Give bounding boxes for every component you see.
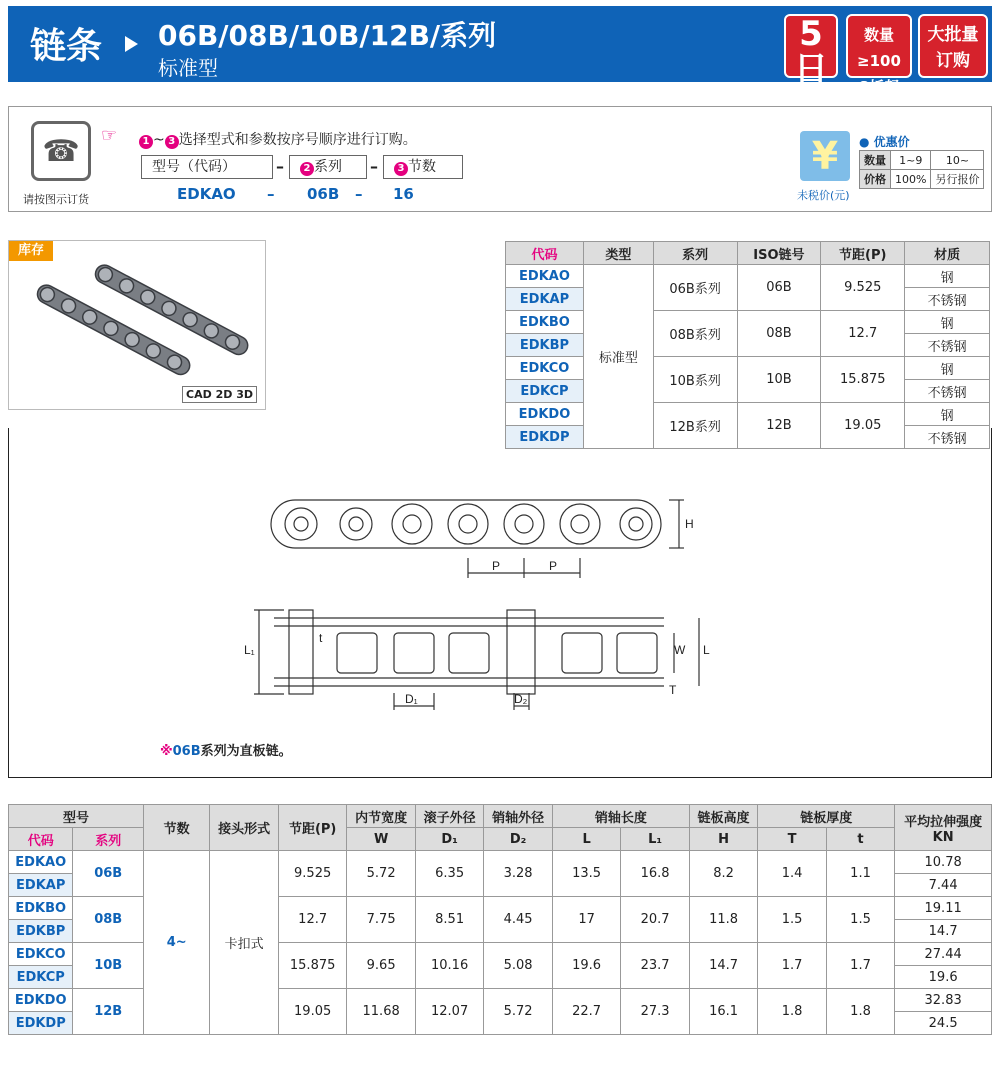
spec-code: EDKBO — [506, 311, 584, 334]
dim-code: EDKCP — [9, 966, 73, 989]
box3-label: 节数 — [408, 159, 436, 175]
discount-cell: 10~ — [931, 151, 984, 170]
dim-code: EDKAP — [9, 874, 73, 897]
step3-icon: 3 — [165, 135, 179, 149]
dim-D2: 3.28 — [484, 851, 552, 897]
label-P1: P — [492, 559, 501, 573]
dim-D2: 5.08 — [484, 943, 552, 989]
dim-H: 14.7 — [689, 943, 757, 989]
dim-h-series: 系列 — [73, 828, 144, 851]
discount-row — [860, 151, 984, 170]
discount-cell: 价格 — [860, 170, 891, 189]
spec-code: EDKCO — [506, 357, 584, 380]
spec-material: 钢 — [905, 357, 990, 380]
dim-H: 16.1 — [689, 989, 757, 1035]
chain-drawing — [9, 428, 993, 778]
dim-L: 13.5 — [552, 851, 620, 897]
dim-h-D1: D₁ — [415, 828, 483, 851]
dim-D1: 6.35 — [415, 851, 483, 897]
discount-cell: 另行报价 — [931, 170, 984, 189]
label-W: W — [674, 643, 686, 657]
pointing-hand-icon: ☞ — [101, 125, 118, 146]
dim-kn: 19.6 — [895, 966, 992, 989]
dim-t: 1.5 — [826, 897, 894, 943]
dim-h-L1: L₁ — [621, 828, 689, 851]
spec-material: 钢 — [905, 311, 990, 334]
discount-cell: 数量 — [860, 151, 891, 170]
dim-code: EDKCO — [9, 943, 73, 966]
dim-kn: 7.44 — [895, 874, 992, 897]
yen-icon: ¥ — [800, 131, 850, 181]
badge3-line1: 大批量 — [927, 25, 979, 45]
discount-row — [860, 170, 984, 189]
order-box-code — [141, 155, 273, 179]
order-box-links — [383, 155, 463, 179]
dim-h-code: 代码 — [9, 828, 73, 851]
label-P2: P — [549, 559, 558, 573]
dim-P: 15.875 — [278, 943, 346, 989]
spec-code: EDKBP — [506, 334, 584, 357]
order-box-series — [289, 155, 367, 179]
dim-T: 1.7 — [758, 943, 826, 989]
dim-D1: 12.07 — [415, 989, 483, 1035]
dim-series: 06B — [73, 851, 144, 897]
dim-h-H: H — [689, 828, 757, 851]
step2-icon: 2 — [300, 162, 314, 176]
discount-cell: 1~9 — [891, 151, 931, 170]
dim-L1: 16.8 — [621, 851, 689, 897]
dim-D2: 5.72 — [484, 989, 552, 1035]
spec-iso: 12B — [737, 403, 821, 449]
discount-cell: 100% — [891, 170, 931, 189]
spec-material: 不锈钢 — [905, 380, 990, 403]
dim-H: 8.2 — [689, 851, 757, 897]
spec-h-material: 材质 — [905, 242, 990, 265]
spec-material: 不锈钢 — [905, 288, 990, 311]
dim-W: 9.65 — [347, 943, 415, 989]
header-series: 06B/08B/10B/12B/系列 — [158, 19, 497, 52]
dim-h-tensile-text: 平均拉伸强度 — [904, 814, 983, 830]
spec-pitch: 9.525 — [821, 265, 905, 311]
dim-t: 1.1 — [826, 851, 894, 897]
dim-L: 19.6 — [552, 943, 620, 989]
dim-h-plateh: 链板高度 — [689, 805, 757, 828]
dimension-table — [8, 804, 992, 1035]
spec-material: 不锈钢 — [905, 426, 990, 449]
spec-row — [506, 357, 990, 380]
dim-t: 1.7 — [826, 943, 894, 989]
dim-L1: 27.3 — [621, 989, 689, 1035]
dim-h-T: T — [758, 828, 826, 851]
dim-header-row1 — [9, 805, 992, 828]
order-val-links: 16 — [393, 185, 414, 203]
dim-h-platet: 链板厚度 — [758, 805, 895, 828]
badge1-small: 发货 — [797, 92, 824, 107]
straight-plate-note — [160, 740, 292, 759]
dim-P: 19.05 — [278, 989, 346, 1035]
dim-h-L: L — [552, 828, 620, 851]
order-dash-2: – — [370, 157, 378, 176]
dim-H: 11.8 — [689, 897, 757, 943]
dim-series: 08B — [73, 897, 144, 943]
badge2-line1: 数量≥100 — [857, 26, 901, 70]
dim-L: 17 — [552, 897, 620, 943]
spec-series: 06B系列 — [653, 265, 737, 311]
dim-T: 1.8 — [758, 989, 826, 1035]
spec-material: 钢 — [905, 265, 990, 288]
spec-iso: 08B — [737, 311, 821, 357]
spec-iso: 10B — [737, 357, 821, 403]
spec-code: EDKAO — [506, 265, 584, 288]
dim-joint: 卡扣式 — [210, 851, 278, 1035]
dim-L1: 20.7 — [621, 897, 689, 943]
header-subtitle: 标准型 — [158, 56, 218, 80]
label-D1: D₁ — [405, 692, 418, 706]
dim-h-W: W — [347, 828, 415, 851]
dim-kn: 27.44 — [895, 943, 992, 966]
note-code: 06B — [172, 744, 201, 759]
order-dash-1: – — [276, 157, 284, 176]
yen-label: 未税价(元) — [797, 189, 850, 202]
label-L: L — [703, 643, 710, 657]
order-val-dash1: – — [267, 185, 275, 203]
spec-type: 标准型 — [583, 265, 653, 449]
dim-T: 1.4 — [758, 851, 826, 897]
dim-kn: 10.78 — [895, 851, 992, 874]
spec-code: EDKAP — [506, 288, 584, 311]
chain-photo-image — [9, 241, 265, 409]
spec-code: EDKCP — [506, 380, 584, 403]
stock-tag: 库存 — [9, 241, 53, 261]
header-arrow-icon — [125, 36, 138, 52]
dim-W: 11.68 — [347, 989, 415, 1035]
discount-title-text: 优惠价 — [873, 135, 910, 149]
dimension-diagram — [8, 428, 992, 778]
dim-h-roller: 滚子外径 — [415, 805, 483, 828]
spec-table — [505, 241, 990, 449]
order-instruction-text: 1 ~ 3 选择型式和参数按序号顺序进行订购。 — [139, 129, 417, 149]
instruction-text: 选择型式和参数按序号顺序进行订购。 — [178, 132, 417, 148]
spec-row — [506, 403, 990, 426]
spec-row — [506, 311, 990, 334]
dim-links: 4~ — [143, 851, 209, 1035]
note-text: 系列为直板链。 — [200, 744, 292, 759]
dim-h-tensile — [895, 805, 992, 851]
box2-label: 系列 — [314, 159, 342, 175]
badge-bulk-order — [918, 14, 988, 78]
dim-h-inner: 内节宽度 — [347, 805, 415, 828]
badge2-line2: 8折起 — [858, 78, 900, 96]
dim-h-t: t — [826, 828, 894, 851]
step3b-icon: 3 — [394, 162, 408, 176]
dim-row — [9, 851, 992, 874]
spec-header-row — [506, 242, 990, 265]
spec-material: 不锈钢 — [905, 334, 990, 357]
spec-h-code: 代码 — [506, 242, 584, 265]
badge3-line2: 订购 — [936, 51, 970, 71]
badge-volume-discount — [846, 14, 912, 96]
dim-code: EDKBP — [9, 920, 73, 943]
spec-h-pitch: 节距(P) — [821, 242, 905, 265]
dim-h-kn: KN — [932, 829, 954, 845]
dim-t: 1.8 — [826, 989, 894, 1035]
dim-code: EDKAO — [9, 851, 73, 874]
spec-series: 08B系列 — [653, 311, 737, 357]
dim-D2: 4.45 — [484, 897, 552, 943]
discount-table — [859, 150, 984, 189]
cad-icon: CAD 2D 3D — [182, 386, 257, 403]
order-instructions — [8, 106, 992, 212]
dim-h-joint: 接头形式 — [210, 805, 278, 851]
order-icon-label: 请按图示订货 — [23, 193, 89, 206]
dim-T: 1.5 — [758, 897, 826, 943]
phone-24-icon: ☎ — [31, 121, 91, 181]
dim-h-links: 节数 — [143, 805, 209, 851]
dim-D1: 10.16 — [415, 943, 483, 989]
spec-h-series: 系列 — [653, 242, 737, 265]
label-T: T — [669, 683, 677, 697]
dim-h-D2: D₂ — [484, 828, 552, 851]
spec-pitch: 12.7 — [821, 311, 905, 357]
dim-kn: 24.5 — [895, 1012, 992, 1035]
label-t: t — [319, 631, 323, 645]
order-val-series: 06B — [307, 185, 340, 203]
spec-pitch: 19.05 — [821, 403, 905, 449]
dim-h-pitch: 节距(P) — [278, 805, 346, 851]
dim-series: 10B — [73, 943, 144, 989]
spec-pitch: 15.875 — [821, 357, 905, 403]
spec-series: 12B系列 — [653, 403, 737, 449]
dim-P: 9.525 — [278, 851, 346, 897]
dim-D1: 8.51 — [415, 897, 483, 943]
spec-material: 钢 — [905, 403, 990, 426]
dim-h-model: 型号 — [9, 805, 144, 828]
label-D2: D₂ — [514, 692, 528, 706]
dim-W: 7.75 — [347, 897, 415, 943]
step1-icon: 1 — [139, 135, 153, 149]
spec-code: EDKDP — [506, 426, 584, 449]
page-header — [8, 6, 992, 107]
order-val-code: EDKAO — [177, 185, 236, 203]
badge-5day-delivery — [784, 14, 838, 107]
box1-label: 型号（代码） — [152, 159, 236, 175]
spec-row — [506, 265, 990, 288]
dim-kn: 19.11 — [895, 897, 992, 920]
dim-L: 22.7 — [552, 989, 620, 1035]
spec-code: EDKDO — [506, 403, 584, 426]
dim-W: 5.72 — [347, 851, 415, 897]
spec-h-type: 类型 — [583, 242, 653, 265]
spec-h-iso: ISO链号 — [737, 242, 821, 265]
label-L1: L₁ — [244, 643, 255, 657]
dim-code: EDKDO — [9, 989, 73, 1012]
discount-title: ● 优惠价 — [859, 135, 910, 149]
dim-code: EDKDP — [9, 1012, 73, 1035]
label-H: H — [685, 517, 694, 531]
product-photo — [8, 240, 266, 410]
header-title: 链条 — [30, 26, 103, 67]
dim-kn: 32.83 — [895, 989, 992, 1012]
dim-L1: 23.7 — [621, 943, 689, 989]
dim-code: EDKBO — [9, 897, 73, 920]
dim-kn: 14.7 — [895, 920, 992, 943]
spec-series: 10B系列 — [653, 357, 737, 403]
dim-series: 12B — [73, 989, 144, 1035]
spec-iso: 06B — [737, 265, 821, 311]
badge1-big: 5日 — [794, 14, 828, 90]
dim-P: 12.7 — [278, 897, 346, 943]
note-mark: ※ — [160, 744, 173, 759]
dim-h-pin: 销轴外径 — [484, 805, 552, 828]
dim-h-pinlen: 销轴长度 — [552, 805, 689, 828]
order-val-dash2: – — [355, 185, 363, 203]
